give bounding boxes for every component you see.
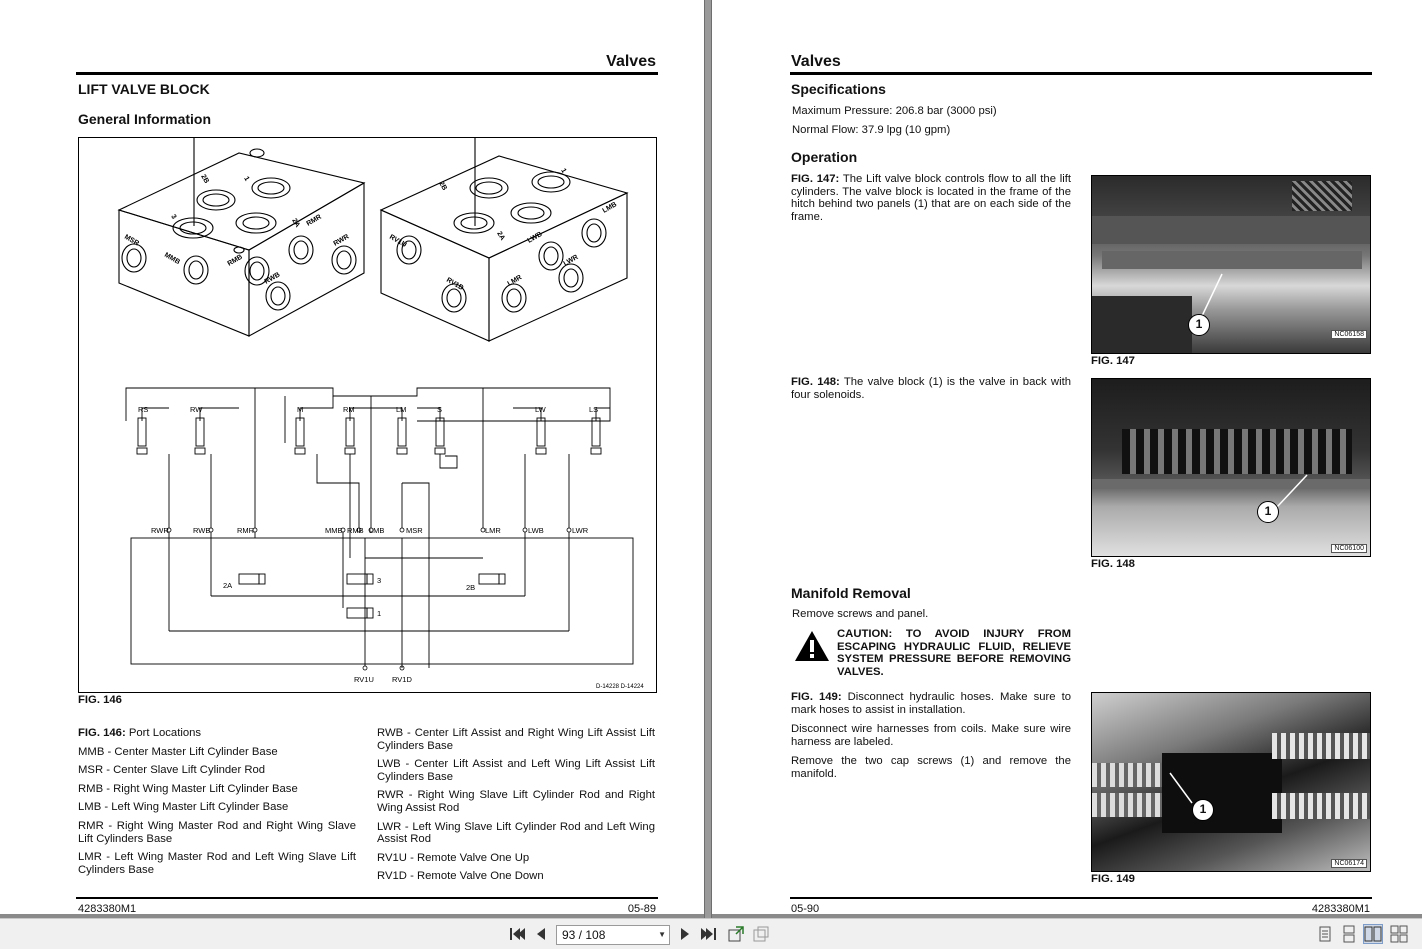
footer-page-number: 05-90 — [791, 903, 820, 915]
iso-label: RV1D — [445, 276, 465, 293]
port-label: LWB — [528, 526, 544, 535]
section-subtitle: General Information — [78, 111, 212, 127]
photo-code: NC06158 — [1331, 330, 1367, 339]
valve-label: 3 — [377, 576, 382, 585]
footer-rule — [790, 897, 1372, 899]
port-label: RMB — [347, 526, 364, 535]
legend-left-column — [78, 727, 356, 882]
page-gutter — [704, 0, 712, 918]
fig-148-label: FIG. 148 — [1091, 558, 1135, 570]
operation-title: Operation — [791, 149, 858, 165]
port-label: MSR — [406, 526, 423, 535]
fig-148-photo — [1091, 378, 1371, 557]
port-label: LMB — [369, 526, 385, 535]
callout-1: 1 — [1188, 314, 1210, 336]
iso-label: RMB — [226, 253, 244, 268]
iso-label: RWB — [263, 271, 282, 286]
port-label: LWR — [572, 526, 589, 535]
legend-item: LWB - Center Lift Assist and Left Wing Lift Assist Lift Cylinders Base — [377, 758, 655, 783]
wire-harness-text: Disconnect wire harnesses from coils. Make sure wire harness are labeled. — [791, 723, 1071, 748]
page-header: Valves — [606, 53, 656, 70]
legend-item: MMB - Center Master Lift Cylinder Base — [78, 745, 278, 758]
iso-label: 1 — [559, 167, 568, 175]
page-number-input[interactable]: 93 / 108 ▼ — [556, 925, 670, 945]
callout-1: 1 — [1192, 799, 1214, 821]
extract-page-icon[interactable] — [727, 925, 745, 943]
fig-148-caption: FIG. 148: The valve block (1) is the valve in back with four solenoids. — [791, 376, 1072, 401]
first-page-icon[interactable] — [508, 925, 526, 943]
legend-item: MSR - Center Slave Lift Cylinder Rod — [78, 764, 266, 777]
solenoid-label: RS — [138, 405, 149, 414]
continuous-view-icon[interactable] — [1340, 925, 1358, 943]
solenoid-label: M — [297, 405, 304, 414]
remove-screws-text: Remove screws and panel. — [792, 608, 929, 620]
continuous-facing-view-icon[interactable] — [1390, 925, 1408, 943]
footer-doc-number: 4283380M1 — [78, 903, 137, 915]
figure-146 — [78, 137, 657, 693]
iso-label: 2A — [290, 217, 301, 229]
valve-label: 2B — [466, 583, 476, 592]
iso-label: RWR — [332, 233, 351, 248]
legend-item: LMB - Left Wing Master Lift Cylinder Base — [78, 801, 289, 814]
port-label: RWB — [193, 526, 211, 535]
navigation-toolbar — [0, 918, 1422, 949]
port-locations-diagram — [79, 138, 655, 691]
page-left — [0, 0, 704, 914]
iso-label: 2B — [437, 180, 448, 192]
last-page-icon[interactable] — [700, 925, 718, 943]
fig-147-label: FIG. 147 — [1091, 355, 1135, 367]
valve-label: 1 — [377, 609, 382, 618]
iso-label: 2B — [199, 173, 210, 185]
manifold-removal-title: Manifold Removal — [791, 585, 911, 601]
iso-label: MSR — [123, 233, 140, 248]
rotate-page-icon[interactable] — [752, 925, 770, 943]
iso-label: LMR — [506, 274, 524, 288]
single-page-view-icon[interactable] — [1316, 925, 1334, 943]
callout-1: 1 — [1257, 501, 1279, 523]
iso-label: MMB — [163, 251, 181, 267]
warning-triangle-icon — [793, 629, 831, 663]
photo-code: NC06100 — [1331, 544, 1367, 553]
legend-item: RMR - Right Wing Master Rod and Right Wing Slave Lift Cylinders Base — [78, 819, 356, 845]
legend-item: LWR - Left Wing Slave Lift Cylinder Rod and Left Wing Assist Rod — [377, 820, 655, 846]
spec-max-pressure: Maximum Pressure: 206.8 bar (3000 psi) — [792, 105, 997, 117]
iso-label: 2A — [495, 230, 506, 242]
legend-item: LMR - Left Wing Master Rod and Left Wing Slave Lift Cylinders Base — [78, 851, 356, 876]
fig-149-photo — [1091, 692, 1371, 872]
header-rule — [76, 72, 658, 75]
next-page-icon[interactable] — [676, 925, 694, 943]
specifications-title: Specifications — [791, 81, 886, 97]
chevron-down-icon[interactable]: ▼ — [658, 930, 666, 939]
port-label: MMB — [325, 526, 343, 535]
iso-label: LMB — [601, 201, 619, 215]
cap-screws-text: Remove the two cap screws (1) and remove the manifold. — [791, 755, 1071, 780]
header-rule — [790, 72, 1372, 75]
fig-147-caption: FIG. 147: The Lift valve block controls flow to all the lift cylinders. The valve block is located in the frame of the hitch behind two panels (1) that are on each side of the frame. — [791, 173, 1071, 223]
solenoid-label: RM — [343, 405, 355, 414]
figure-code: D-14228 D-14224 — [596, 684, 644, 690]
valve-label: 2A — [223, 581, 233, 590]
legend-item: RV1D - Remote Valve One Down — [377, 870, 544, 883]
solenoid-label: LS — [589, 405, 599, 414]
solenoid-label: RW — [190, 405, 203, 414]
solenoid-label: LM — [396, 405, 407, 414]
port-label: RWR — [151, 526, 169, 535]
legend-item: RWB - Center Lift Assist and Right Wing Lift Assist Lift Cylinders Base — [377, 727, 655, 752]
prev-page-icon[interactable] — [532, 925, 550, 943]
legend-item: FIG. 146: Port Locations — [78, 727, 202, 739]
solenoid-label: LW — [535, 405, 546, 414]
fig-146-label: FIG. 146 — [78, 694, 122, 706]
remote-port-label: RV1D — [392, 675, 412, 684]
iso-label: 1 — [242, 175, 251, 183]
port-label: RMR — [237, 526, 255, 535]
spec-normal-flow: Normal Flow: 37.9 lpg (10 gpm) — [792, 124, 951, 136]
caution-text: CAUTION: TO AVOID INJURY FROM ESCAPING HYDRAULIC FLUID, RELIEVE SYSTEM PRESSURE BEFORE REMOVING VALVES. — [837, 628, 1071, 678]
footer-page-number: 05-89 — [627, 903, 656, 915]
iso-label: RMR — [305, 213, 323, 228]
footer-doc-number: 4283380M1 — [1311, 903, 1370, 915]
legend-item: RMB - Right Wing Master Lift Cylinder Base — [78, 782, 298, 795]
iso-label: 3 — [169, 213, 178, 221]
fig-149-label: FIG. 149 — [1091, 873, 1135, 885]
legend-item: RV1U - Remote Valve One Up — [377, 851, 530, 864]
iso-label: RV1U — [388, 233, 408, 250]
iso-label: LWB — [526, 230, 544, 245]
page-header: Valves — [791, 53, 841, 70]
section-title: LIFT VALVE BLOCK — [78, 81, 210, 97]
iso-label: LWR — [562, 253, 580, 268]
facing-view-icon[interactable] — [1364, 925, 1382, 943]
solenoid-label: S — [437, 405, 443, 414]
fig-149-caption: FIG. 149: Disconnect hydraulic hoses. Make sure to mark hoses to assist in installation. — [791, 691, 1071, 716]
remote-port-label: RV1U — [354, 675, 374, 684]
fig-147-photo — [1091, 175, 1371, 354]
legend-item: RWR - Right Wing Slave Lift Cylinder Rod and Right Wing Assist Rod — [377, 789, 655, 814]
port-label: LMR — [485, 526, 501, 535]
legend-right-column — [377, 727, 655, 889]
photo-code: NC06174 — [1331, 859, 1367, 868]
footer-rule — [76, 897, 658, 899]
page-right — [712, 0, 1422, 914]
